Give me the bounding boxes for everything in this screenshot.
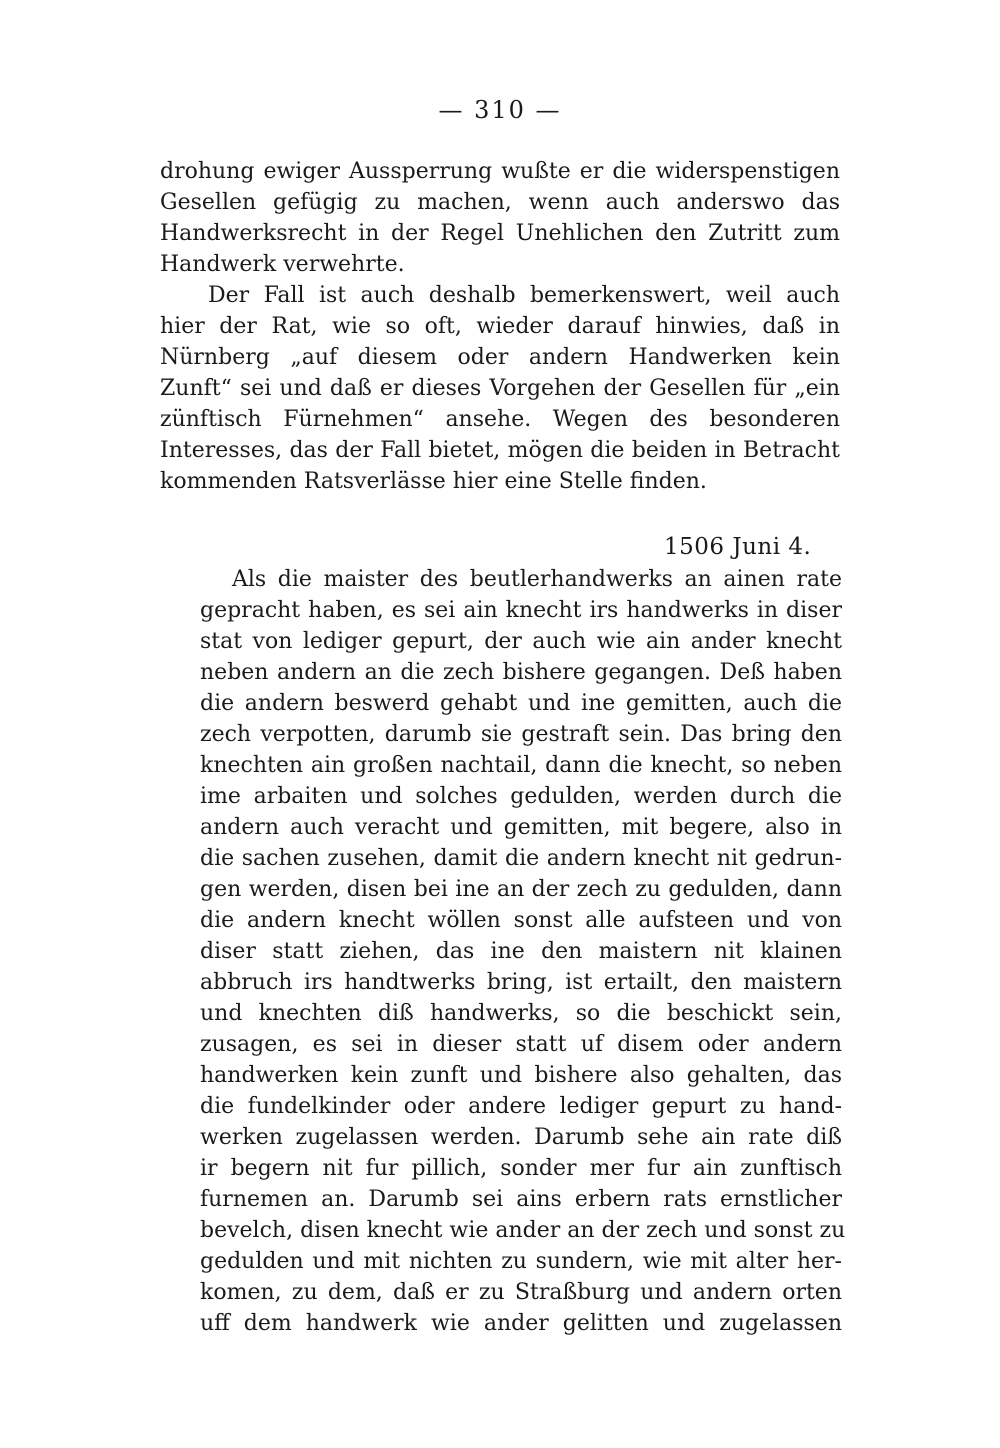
text-line: neben andern an die zech bishere gegangen. Deß haben — [200, 660, 842, 685]
text-line: Zunft“ sei und daß er dieses Vorgehen der Gesellen für „ein — [160, 376, 840, 401]
text-line: abbruch irs handtwerks bring, ist ertailt, den maistern — [200, 970, 842, 995]
quoted-document — [200, 564, 846, 1339]
text-line: hier der Rat, wie so oft, wieder darauf hinwies, daß in — [160, 314, 840, 339]
text-line: Interesses, das der Fall bietet, mögen die beiden in Betracht — [160, 438, 840, 463]
text-line: Gesellen gefügig zu machen, wenn auch anderswo das — [160, 190, 840, 215]
text-line: zusagen, es sei in dieser statt uf disem oder andern — [200, 1032, 842, 1057]
text-line: furnemen an. Darumb sei ains erbern rats ernstlicher — [200, 1187, 842, 1212]
text-line: knechten ain großen nachtail, dann die knecht, so neben — [200, 753, 842, 778]
text-line: die andern beswerd gehabt und ine gemitten, auch die — [200, 691, 842, 716]
text-line: Als die maister des beutlerhandwerks an ainen rate — [232, 567, 842, 592]
text-line: diser statt ziehen, das ine den maistern nit klainen — [200, 939, 842, 964]
text-line: ime arbaiten und solches gedulden, werden durch die — [200, 784, 842, 809]
text-line: uff dem handwerk wie ander gelitten und zugelassen — [200, 1311, 842, 1336]
text-line: zech verpotten, darumb sie gestraft sein. Das bring den — [200, 722, 842, 747]
page-number: — 310 — — [438, 96, 562, 124]
text-line: gen werden, disen bei ine an der zech zu gedulden, dann — [200, 877, 842, 902]
text-line: werken zugelassen werden. Darumb sehe ain rate diß — [200, 1125, 842, 1150]
text-line: andern auch veracht und gemitten, mit begere, also in — [200, 815, 842, 840]
text-line: gedulden und mit nichten zu sundern, wie mit alter her- — [200, 1249, 842, 1274]
text-line: Handwerk verwehrte. — [160, 252, 405, 277]
text-line: die sachen zusehen, damit die andern knecht nit gedrun- — [200, 846, 842, 871]
intro-paragraphs — [160, 156, 840, 497]
text-line: gepracht haben, es sei ain knecht irs handwerks in diser — [200, 598, 842, 623]
text-line: handwerken kein zunft und bishere also gehalten, das — [200, 1063, 842, 1088]
text-line: bevelch, disen knecht wie ander an der zech und sonst zu — [200, 1218, 846, 1243]
text-line: und knechten diß handwerks, so die beschickt sein, — [200, 1001, 842, 1026]
text-line: komen, zu dem, daß er zu Straßburg und andern orten — [200, 1280, 842, 1305]
text-line: die fundelkinder oder andere lediger gepurt zu hand- — [200, 1094, 842, 1119]
text-line: drohung ewiger Aussperrung wußte er die widerspenstigen — [160, 159, 840, 184]
text-line: stat von lediger gepurt, der auch wie ain ander knecht — [200, 629, 842, 654]
text-line: kommenden Ratsverlässe hier eine Stelle finden. — [160, 469, 707, 494]
document-date: 1506 Juni 4. — [664, 534, 812, 560]
text-line: zünftisch Fürnehmen“ ansehe. Wegen des besonderen — [160, 407, 840, 432]
text-line: die andern knecht wöllen sonst alle aufsteen und von — [200, 908, 842, 933]
text-line: Der Fall ist auch deshalb bemerkenswert, weil auch — [208, 283, 840, 308]
text-line: ir begern nit fur pillich, sonder mer fur ain zunftisch — [200, 1156, 842, 1181]
text-line: Handwerksrecht in der Regel Unehlichen den Zutritt zum — [160, 221, 840, 246]
text-line: Nürnberg „auf diesem oder andern Handwerken kein — [160, 345, 840, 370]
